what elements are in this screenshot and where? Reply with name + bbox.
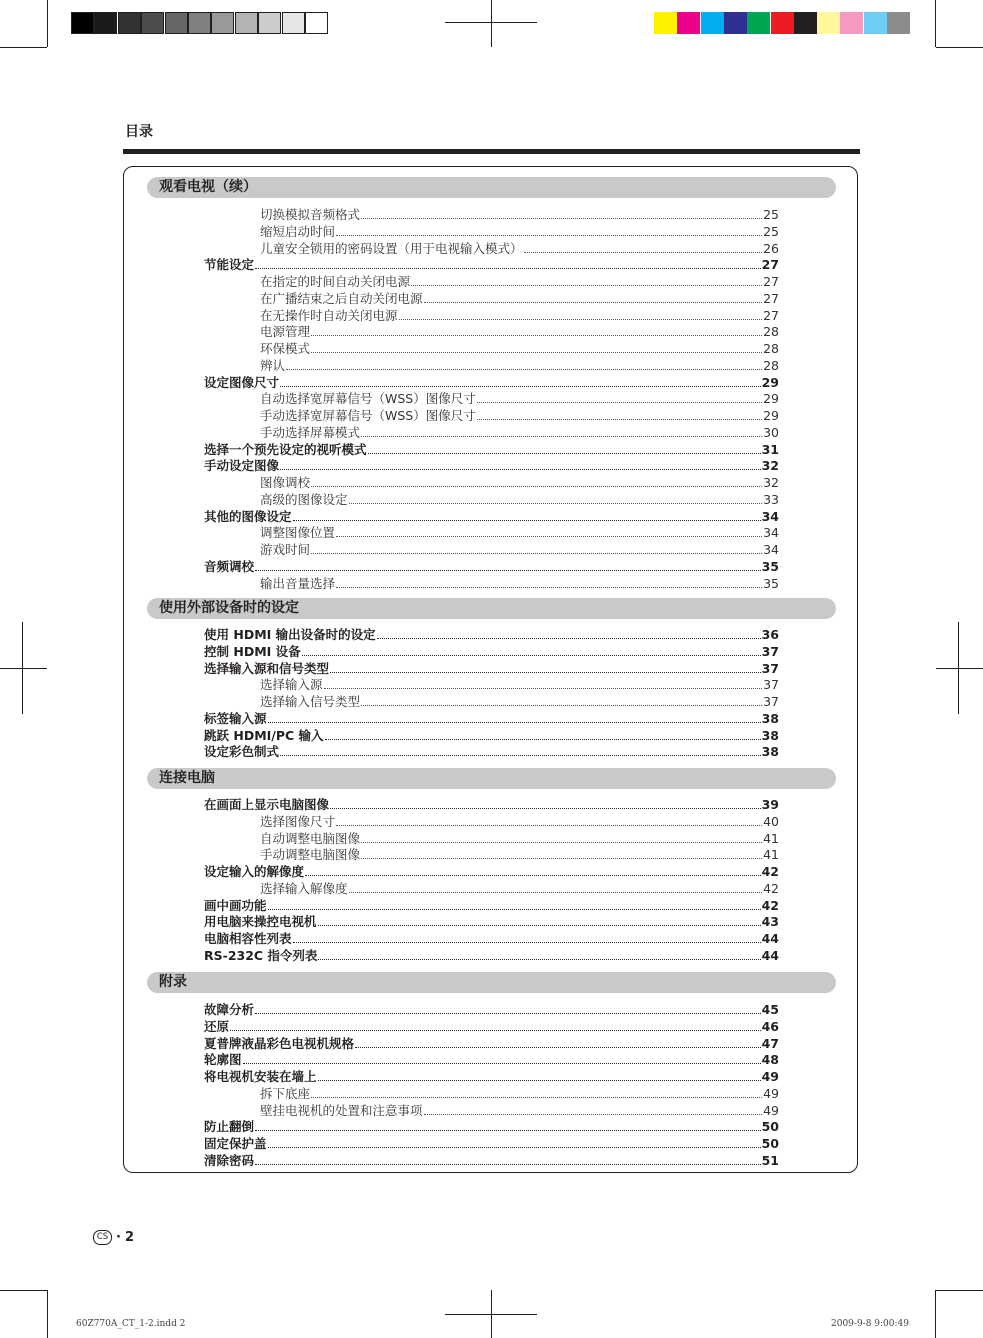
toc-entry-label: 在无操作时自动关闭电源: [260, 307, 398, 323]
toc-entry-label: 选择输入解像度: [260, 880, 348, 896]
toc-entry[interactable]: [260, 694, 779, 711]
toc-entry[interactable]: [260, 291, 779, 308]
toc-entry[interactable]: [260, 308, 779, 325]
dot-leader: [255, 1153, 761, 1165]
dot-leader: [318, 914, 761, 926]
toc-entry[interactable]: [260, 408, 779, 425]
toc-entry-label: 自动调整电脑图像: [260, 830, 361, 846]
toc-entry[interactable]: [204, 744, 779, 761]
page-number: 2: [124, 1230, 134, 1245]
toc-entry[interactable]: [260, 425, 779, 442]
toc-entry[interactable]: [204, 1119, 779, 1136]
toc-entry[interactable]: [204, 914, 779, 931]
toc-entry[interactable]: [204, 559, 779, 576]
section-title: 使用外部设备时的设定: [159, 600, 299, 616]
toc-entry[interactable]: [260, 274, 779, 291]
toc-entry-label: 调整图像位置: [260, 525, 336, 541]
toc-entry[interactable]: [260, 207, 779, 224]
toc-entry[interactable]: [204, 661, 779, 678]
toc-entry-page: 31: [761, 441, 779, 457]
toc-entry-page: 37: [761, 643, 779, 659]
toc-entry-page: 28: [763, 357, 779, 373]
toc-entry-page: 28: [763, 324, 779, 340]
toc-entry-label: 将电视机安装在墙上: [204, 1069, 317, 1084]
toc-entry-page: 45: [761, 1002, 779, 1017]
dot-leader: [424, 1103, 763, 1115]
toc-entry-page: 40: [763, 813, 779, 829]
dot-leader: [305, 864, 761, 876]
toc-entry-label: 儿童安全锁用的密码设置（用于电视输入模式）: [260, 240, 523, 256]
toc-entry-page: 42: [763, 880, 779, 896]
page-footer: [93, 1230, 134, 1245]
toc-entry[interactable]: [260, 881, 779, 898]
color-swatch: [887, 12, 910, 34]
toc-entry[interactable]: [204, 1052, 779, 1069]
toc-entry-label: 辨认: [260, 357, 286, 373]
dot-leader: [361, 694, 762, 706]
toc-entry-label: 控制 HDMI 设备: [204, 643, 301, 659]
toc-entry[interactable]: [260, 1103, 779, 1120]
dot-leader: [311, 341, 762, 353]
section-header: [147, 177, 836, 198]
toc-entry-label: 使用 HDMI 输出设备时的设定: [204, 627, 376, 642]
toc-entry-label: 画中画功能: [204, 897, 267, 913]
toc-entry-page: 27: [763, 307, 779, 323]
dot-leader: [355, 1036, 761, 1048]
toc-entry-page: 43: [761, 914, 779, 930]
toc-entry-label: 轮廓图: [204, 1052, 242, 1068]
toc-entry[interactable]: [204, 1036, 779, 1053]
toc-entry-page: 32: [761, 458, 779, 474]
dot-leader: [477, 408, 762, 420]
toc-entry-page: 49: [763, 1102, 779, 1118]
dot-leader: [377, 627, 761, 639]
dot-leader: [311, 542, 762, 554]
toc-entry-label: 在广播结束之后自动关闭电源: [260, 290, 423, 306]
toc-entry-page: 29: [763, 391, 779, 407]
gray-swatch: [305, 12, 328, 34]
toc-entry[interactable]: [204, 1002, 779, 1019]
toc-entry-label: 电脑相容性列表: [204, 931, 292, 946]
toc-entry-page: 33: [763, 491, 779, 507]
toc-entry-page: 42: [761, 864, 779, 879]
dot-leader: [324, 677, 763, 689]
toc-entry-page: 25: [763, 223, 779, 239]
toc-entry[interactable]: [260, 525, 779, 542]
toc-entry-label: 选择输入信号类型: [260, 694, 361, 709]
toc-entry-label: 选择输入源: [260, 677, 323, 693]
gray-swatch: [71, 12, 94, 34]
gray-swatch: [141, 12, 164, 34]
toc-entry[interactable]: [260, 475, 779, 492]
toc-entry[interactable]: [260, 831, 779, 848]
toc-entry-page: 37: [763, 694, 779, 709]
dot-leader: [336, 814, 762, 826]
toc-entry[interactable]: [260, 391, 779, 408]
toc-entry-page: 50: [761, 1136, 779, 1151]
gray-swatch: [258, 12, 281, 34]
toc-entry[interactable]: [204, 257, 779, 274]
toc-entry-page: 44: [761, 931, 779, 946]
toc-entry-page: 44: [761, 947, 779, 963]
toc-entry[interactable]: [204, 375, 779, 392]
gray-swatch: [235, 12, 258, 34]
toc-entry[interactable]: [204, 442, 779, 459]
dot-leader: [524, 241, 763, 253]
dot-leader: [293, 509, 761, 521]
dot-leader: [286, 358, 762, 370]
toc-entry-page: 34: [763, 525, 779, 541]
toc-entry-page: 34: [763, 542, 779, 557]
dot-leader: [311, 324, 762, 336]
toc-entry-page: 42: [761, 897, 779, 913]
toc-entry[interactable]: [260, 1086, 779, 1103]
dot-leader: [325, 728, 761, 740]
toc-entry-label: 手动选择屏幕模式: [260, 424, 361, 440]
toc-entry[interactable]: [260, 814, 779, 831]
toc-entry-page: 27: [763, 274, 779, 289]
toc-entry-label: 设定输入的解像度: [204, 864, 305, 879]
toc-entry-label: 选择图像尺寸: [260, 813, 336, 829]
toc-entry[interactable]: [260, 358, 779, 375]
section-header: [147, 768, 836, 789]
color-swatch: [771, 12, 794, 34]
toc-entry-label: 在画面上显示电脑图像: [204, 797, 330, 812]
toc-entry[interactable]: [204, 1069, 779, 1086]
dot-leader: [318, 948, 760, 960]
dot-leader: [368, 442, 761, 454]
gray-swatch: [188, 12, 211, 34]
toc-entry-label: 其他的图像设定: [204, 508, 292, 524]
toc-entry-label: 手动调整电脑图像: [260, 847, 361, 863]
toc-entry[interactable]: [204, 458, 779, 475]
color-swatch: [724, 12, 747, 34]
toc-entry-page: 27: [761, 257, 779, 273]
dot-leader: [330, 797, 761, 809]
dot-leader: [424, 291, 763, 303]
toc-entry[interactable]: [204, 1019, 779, 1036]
toc-entry-label: 设定图像尺寸: [204, 374, 280, 390]
toc-entry-page: 30: [763, 424, 779, 440]
color-swatch: [864, 12, 887, 34]
toc-entry-page: 28: [763, 341, 779, 356]
gray-swatch: [118, 12, 141, 34]
toc-entry-page: 29: [761, 374, 779, 390]
gray-swatch: [94, 12, 117, 34]
toc-entry-label: 用电脑来操控电视机: [204, 914, 317, 930]
toc-entry-page: 41: [763, 847, 779, 863]
dot-leader: [255, 559, 761, 571]
dot-leader: [280, 744, 761, 756]
dot-leader: [361, 207, 762, 219]
toc-entry-page: 38: [761, 744, 779, 760]
dot-leader: [268, 898, 761, 910]
toc-entry-label: 在指定的时间自动关闭电源: [260, 274, 411, 289]
toc-entry-label: 高级的图像设定: [260, 491, 348, 507]
toc-entry-page: 25: [763, 207, 779, 222]
section-title: 观看电视（续）: [159, 179, 257, 195]
toc-entry-label: 输出音量选择: [260, 575, 336, 591]
dot-leader: [293, 931, 761, 943]
color-swatch: [747, 12, 770, 34]
color-swatch: [701, 12, 724, 34]
page-title: 目录: [125, 124, 153, 140]
toc-entry-label: 节能设定: [204, 257, 255, 273]
gray-swatch: [211, 12, 234, 34]
toc-entry-label: 缩短启动时间: [260, 223, 336, 239]
toc-entry-label: 还原: [204, 1018, 230, 1034]
dot-leader: [411, 274, 762, 286]
section-title: 连接电脑: [159, 770, 215, 786]
toc-entry-page: 32: [763, 475, 779, 490]
toc-entry[interactable]: [204, 644, 779, 661]
dot-leader: [268, 711, 761, 723]
slug-filename: 60Z770A_CT_1-2.indd 2: [76, 1319, 186, 1329]
toc-entry-label: RS-232C 指令列表: [204, 947, 318, 963]
color-swatch: [677, 12, 700, 34]
toc-entry-page: 35: [763, 575, 779, 591]
toc-entry-page: 47: [761, 1035, 779, 1051]
section-title: 附录: [159, 974, 187, 990]
language-badge: CS: [93, 1230, 112, 1245]
toc-entry-page: 39: [761, 797, 779, 812]
dot-leader: [255, 257, 761, 269]
dot-leader: [280, 458, 761, 470]
toc-entry[interactable]: [260, 576, 779, 593]
toc-entry-label: 夏普牌液晶彩色电视机规格: [204, 1035, 355, 1051]
color-swatch: [840, 12, 863, 34]
dot-leader: [349, 492, 763, 504]
toc-entry[interactable]: [204, 711, 779, 728]
toc-entry[interactable]: [260, 677, 779, 694]
section-header: [147, 598, 836, 619]
toc-entry-label: 电源管理: [260, 324, 311, 340]
dot-leader: [268, 1136, 761, 1148]
dot-leader: [243, 1052, 761, 1064]
toc-entry-page: 49: [763, 1085, 779, 1101]
toc-entry-label: 环保模式: [260, 341, 311, 356]
toc-entry-label: 壁挂电视机的处置和注意事项: [260, 1102, 423, 1118]
dot-leader: [302, 644, 761, 656]
toc-entry-page: 48: [761, 1052, 779, 1068]
toc-entry[interactable]: [204, 931, 779, 948]
toc-entry-label: 音频调校: [204, 558, 255, 574]
gray-swatch: [282, 12, 305, 34]
toc-entry-page: 37: [763, 677, 779, 693]
toc-entry-label: 固定保护盖: [204, 1136, 267, 1151]
section-header: [147, 972, 836, 993]
color-swatch: [654, 12, 677, 34]
toc-entry-page: 29: [763, 408, 779, 423]
color-swatch: [794, 12, 817, 34]
toc-entry-label: 游戏时间: [260, 542, 311, 557]
dot-leader: [311, 1086, 762, 1098]
toc-entry[interactable]: [204, 898, 779, 915]
toc-entry-label: 设定彩色制式: [204, 744, 280, 760]
slug-datetime: 2009-9-8 9:00:49: [831, 1319, 909, 1329]
dot-leader: [399, 308, 763, 320]
toc-entry-label: 拆下底座: [260, 1085, 311, 1101]
footer-separator: ·: [116, 1230, 121, 1245]
toc-entry-label: 故障分析: [204, 1002, 255, 1017]
toc-entry[interactable]: [204, 948, 779, 965]
toc-entry-label: 自动选择宽屏幕信号（WSS）图像尺寸: [260, 391, 476, 407]
toc-entry-page: 38: [761, 710, 779, 726]
toc-entry[interactable]: [204, 797, 779, 814]
toc-entry-page: 26: [763, 240, 779, 256]
toc-entry[interactable]: [204, 1136, 779, 1153]
toc-entry-label: 标签输入源: [204, 710, 267, 726]
dot-leader: [349, 881, 763, 893]
toc-entry-page: 38: [761, 727, 779, 743]
toc-entry-page: 27: [763, 290, 779, 306]
dot-leader: [280, 375, 761, 387]
dot-leader: [361, 425, 762, 437]
toc-entry[interactable]: [260, 542, 779, 559]
toc-entry-page: 51: [761, 1152, 779, 1168]
toc-entry-page: 36: [761, 627, 779, 642]
toc-entry[interactable]: [260, 492, 779, 509]
toc-entry[interactable]: [204, 509, 779, 526]
toc-entry[interactable]: [260, 341, 779, 358]
dot-leader: [477, 391, 762, 403]
toc-entry-page: 49: [761, 1069, 779, 1084]
dot-leader: [336, 525, 762, 537]
toc-entry-page: 37: [761, 660, 779, 676]
dot-leader: [230, 1019, 761, 1031]
toc-entry[interactable]: [204, 627, 779, 644]
toc-entry[interactable]: [204, 1153, 779, 1170]
toc-entry-label: 手动选择宽屏幕信号（WSS）图像尺寸: [260, 408, 476, 423]
toc-entry[interactable]: [260, 224, 779, 241]
color-swatch: [817, 12, 840, 34]
toc-entry-label: 防止翻倒: [204, 1119, 255, 1135]
toc-entry-label: 切换模拟音频格式: [260, 207, 361, 222]
dot-leader: [318, 1069, 761, 1081]
toc-entry-page: 46: [761, 1018, 779, 1034]
toc-entry[interactable]: [260, 847, 779, 864]
dot-leader: [255, 1119, 761, 1131]
dot-leader: [311, 475, 762, 487]
dot-leader: [255, 1002, 761, 1014]
toc-entry-label: 手动设定图像: [204, 458, 280, 474]
dot-leader: [330, 661, 761, 673]
toc-entry[interactable]: [204, 864, 779, 881]
toc-entry[interactable]: [204, 728, 779, 745]
dot-leader: [361, 831, 762, 843]
toc-entry-page: 50: [761, 1119, 779, 1135]
toc-entry-label: 清除密码: [204, 1152, 255, 1168]
toc-entry-page: 34: [761, 508, 779, 524]
toc-entry-label: 图像调校: [260, 475, 311, 490]
toc-entry[interactable]: [260, 324, 779, 341]
toc-entry-label: 跳跃 HDMI/PC 输入: [204, 727, 324, 743]
dot-leader: [361, 847, 762, 859]
dot-leader: [336, 224, 762, 236]
dot-leader: [336, 576, 762, 588]
title-rule: [123, 149, 860, 154]
toc-entry-page: 41: [763, 830, 779, 846]
toc-entry[interactable]: [260, 241, 779, 258]
toc-entry-page: 35: [761, 558, 779, 574]
toc-entry-label: 选择一个预先设定的视听模式: [204, 441, 367, 457]
gray-swatch: [165, 12, 188, 34]
toc-entry-label: 选择输入源和信号类型: [204, 660, 330, 676]
